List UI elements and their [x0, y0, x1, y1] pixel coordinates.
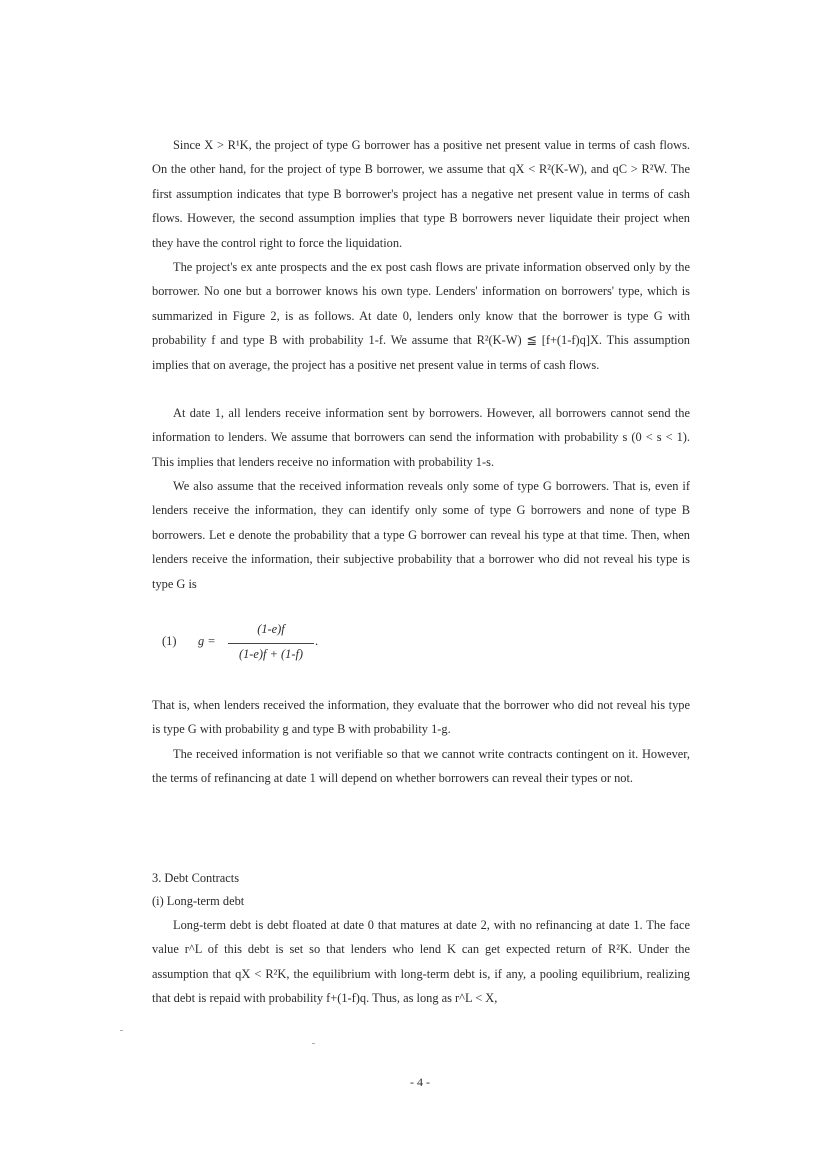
- paragraph-private-information: The project's ex ante prospects and the ex post cash flows are private information observed only by the borrower. No one but a borrower knows his own type. Lenders' information on borrowers' type, which is summarized in Figure 2, is as follows. At date 0, lenders only know that the borrower is type G with probability f and type B with probability 1-f. We assume that R²(K-W) ≦ [f+(1-f)q]X. This assumption implies that on average, the project has a positive net present value in terms of cash flows.: [152, 260, 690, 372]
- paragraph-date1-information: At date 1, all lenders receive information sent by borrowers. However, all borrowers cannot send the information to lenders. We assume that borrowers can send the information with probability s (0 < s < 1). This implies that lenders receive no information with probability 1-s.: [152, 406, 690, 469]
- paragraph-long-term-debt: Long-term debt is debt floated at date 0 that matures at date 2, with no refinancing at date 1. The face value r^L of this debt is set so that lenders who lend K can get expected return of R²K. Under the assumption that qX < R²K, the equilibrium with long-term debt is, if any, a pooling equilibrium, realizing that debt is repaid with probability f+(1-f)q. Thus, as long as r^L < X,: [152, 918, 690, 1006]
- paragraph-not-verifiable: The received information is not verifiable so that we cannot write contracts contingent on it. However, the terms of refinancing at date 1 will depend on whether borrowers can reveal their types or not.: [152, 747, 690, 786]
- fraction-bar: [228, 643, 314, 644]
- paragraph-revealed-types: We also assume that the received information reveals only some of type G borrowers. That is, even if lenders receive the information, they can identify only some of type G borrowers and none of type B borrowers. Let e denote the probability that a type G borrower can reveal his type at that time. Then, when lenders receive the information, their subjective probability that a borrower who did not reveal his type is type G is: [152, 479, 690, 591]
- equation-1: [158, 618, 358, 668]
- scan-speck: [120, 1030, 123, 1031]
- paragraph-lender-evaluation: That is, when lenders received the information, they evaluate that the borrower who did not reveal his type is type G with probability g and type B with probability 1-g.: [152, 698, 690, 737]
- equation-label: (1): [162, 634, 177, 648]
- section-heading: 3. Debt Contracts: [152, 871, 240, 885]
- paragraph-type-g-npv: Since X > R¹K, the project of type G borrower has a positive net present value in terms of cash flows. On the other hand, for the project of type B borrower, we assume that qX < R²(K-W), and qC > R²W. The first assumption indicates that type B borrower's project has a negative net present value in terms of cash flows. However, the second assumption implies that type B borrowers never liquidate their project when they have the control right to force the liquidation.: [152, 138, 690, 250]
- equation-denominator: (1-e)f + (1-f): [238, 647, 304, 661]
- equation-lhs: g =: [198, 634, 216, 648]
- page-number: - 4 -: [410, 1075, 430, 1089]
- scan-speck: [312, 1043, 315, 1044]
- equation-period: .: [315, 634, 319, 648]
- equation-numerator: (1-e)f: [257, 622, 285, 636]
- equation-fraction: [228, 622, 314, 667]
- subsection-heading: (i) Long-term debt: [152, 894, 245, 908]
